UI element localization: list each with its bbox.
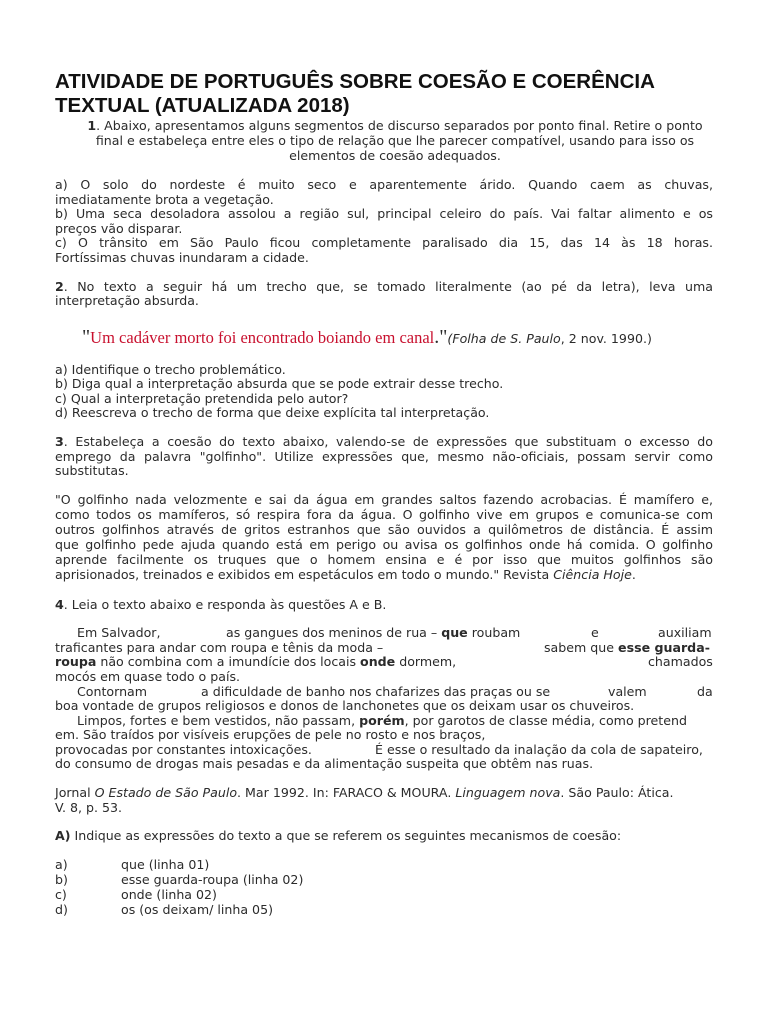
quote-close-mark: ." — [434, 326, 448, 348]
q1-number: 1 — [87, 118, 97, 133]
word-porem: porém — [359, 713, 405, 728]
title-line-1: ATIVIDADE DE PORTUGUÊS SOBRE COESÃO E COERÊNCIA — [55, 70, 655, 93]
word-que: que — [441, 625, 468, 640]
q4-line-6: boa vontade de grupos religiosos e donos de lanchonetes que os deixam usar os chuveiros. — [55, 698, 635, 713]
q4-line-9-a: provocadas por constantes intoxicações. — [55, 742, 312, 757]
title-line-2: TEXTUAL (ATUALIZADA 2018) — [55, 94, 350, 117]
ref-newspaper: O Estado de São Paulo — [94, 785, 238, 800]
q3-text-line-5: aprende facilmente os truques que o homem ensina e é por isso que muitos golfinhos são — [55, 552, 713, 567]
q3-text-line-1: "O golfinho nada velozmente e sai da água em grandes saltos fazendo acrobacias. É mamífero e, — [55, 492, 713, 507]
q1-item-b-line-2: preços vão disparar. — [55, 221, 183, 236]
q4-line-1-a: Em Salvador, — [77, 625, 161, 640]
quote-source-prefix: (Folha de — [447, 331, 511, 346]
q2-item-d: d) Reescreva o trecho de forma que deixe explícita tal interpretação. — [55, 405, 490, 420]
quote-source-italic: S. Paulo — [510, 331, 561, 346]
q4-line-5-d: da — [697, 684, 713, 699]
q2-intro-line-1: 2. No texto a seguir há um trecho que, se tomado literalmente (ao pé da letra), leva uma — [55, 279, 713, 294]
q4-line-9-b: É esse o resultado da inalação da cola de sapateiro, — [375, 742, 703, 757]
q1-intro-line-2: final e estabeleça entre eles o tipo de relação que lhe parecer compatível, usando para isso os — [95, 133, 695, 148]
q4-line-3-c: chamados — [648, 654, 713, 669]
q4-line-3-a: roupa não combina com a imundície dos locais onde dormem, — [55, 654, 457, 669]
q3-intro-line-1: 3. Estabeleça a coesão do texto abaixo, valendo-se de expressões que substituam o excesso do — [55, 434, 713, 449]
q4-line-1-f: auxiliam — [658, 625, 712, 640]
q4-question-a: A) Indique as expressões do texto a que se referem os seguintes mecanismos de coesão: — [55, 828, 622, 843]
q4-line-10: do consumo de drogas mais pesadas e da alimentação suspeita que obtêm nas ruas. — [55, 756, 594, 771]
quote-source-suffix: , 2 nov. 1990.) — [560, 331, 652, 346]
q4-question-a-label: A) — [55, 828, 71, 843]
q2-number: 2 — [55, 279, 64, 294]
q4-reference-line-1: Jornal O Estado de São Paulo. Mar 1992. In: FARACO & MOURA. Linguagem nova. São Paulo: Ática. — [55, 785, 674, 800]
q4-item-c: c) onde (linha 02) — [55, 887, 217, 902]
source-magazine: Ciência Hoje — [553, 567, 632, 582]
q4-line-4: mocós em quase todo o país. — [55, 669, 241, 684]
q3-intro-line-3: substitutas. — [55, 463, 129, 478]
q4-intro: 4. Leia o texto abaixo e responda às questões A e B. — [55, 597, 387, 612]
q4-line-7: Limpos, fortes e bem vestidos, não passam, porém, por garotos de classe média, como pretend — [77, 713, 687, 728]
q1-item-a-line-2: imediatamente brota a vegetação. — [55, 192, 274, 207]
q4-line-2-a: traficantes para andar com roupa e tênis da moda – — [55, 640, 384, 655]
q1-item-c-line-1: c) O trânsito em São Paulo ficou completamente paralisado dia 15, das 14 às 18 horas. — [55, 235, 713, 250]
q4-item-b: b) esse guarda-roupa (linha 02) — [55, 872, 304, 887]
q4-line-1-b: as gangues dos meninos de rua – que roubam — [226, 625, 521, 640]
quote-text: Um cadáver morto foi encontrado boiando em canal — [90, 328, 435, 347]
q4-item-a: a) que (linha 01) — [55, 857, 210, 872]
q3-intro-line-2: emprego da palavra "golfinho". Utilize expressões que, mesmo não-oficiais, possam servir como — [55, 449, 713, 464]
quote-open-mark: " — [82, 326, 91, 348]
q2-item-a: a) Identifique o trecho problemático. — [55, 362, 286, 377]
q2-intro-line-2: interpretação absurda. — [55, 293, 199, 308]
q4-number: 4 — [55, 597, 64, 612]
q4-line-5-b: a dificuldade de banho nos chafarizes das praças ou se — [201, 684, 551, 699]
q3-text-line-4: que golfinho pede ajuda quando está em perigo ou avisa os golfinhos onde há comida. O golfinho — [55, 537, 713, 552]
ref-book: Linguagem nova — [455, 785, 561, 800]
phrase-esse-guarda: esse guarda- — [618, 640, 710, 655]
q1-item-b-line-1: b) Uma seca desoladora assolou a região sul, principal celeiro do país. Vai faltar alimento e os — [55, 206, 713, 221]
q1-intro-line-3: elementos de coesão adequados. — [289, 148, 501, 163]
page-title — [55, 70, 735, 118]
q2-item-c: c) Qual a interpretação pretendida pelo autor? — [55, 391, 349, 406]
q4-line-1-e: e — [591, 625, 599, 640]
q2-item-b: b) Diga qual a interpretação absurda que se pode extrair desse trecho. — [55, 376, 504, 391]
q1-item-a-line-1: a) O solo do nordeste é muito seco e aparentemente árido. Quando caem as chuvas, — [55, 177, 713, 192]
q3-text-line-6: aprisionados, treinados e exibidos em espetáculos em todo o mundo." Revista Ciência Hoje. — [55, 567, 636, 582]
q1-item-c-line-2: Fortíssimas chuvas inundaram a cidade. — [55, 250, 309, 265]
q4-line-5-a: Contornam — [77, 684, 148, 699]
q1-intro-line-1: 1. Abaixo, apresentamos alguns segmentos de discurso separados por ponto final. Retire o ponto — [87, 118, 703, 133]
q3-text-line-3: outros golfinhos através de gritos estranhos que são ouvidos a quilômetros de distância. É assim — [55, 522, 713, 537]
q4-item-d: d) os (os deixam/ linha 05) — [55, 902, 273, 917]
q4-line-8: em. São traídos por visíveis erupções de pele no rosto e nos braços, — [55, 727, 486, 742]
q4-line-2-b: sabem que esse guarda- — [544, 640, 710, 655]
word-roupa: roupa — [55, 654, 97, 669]
q3-text-line-2: como todos os mamíferos, só respira fora da água. O golfinho vive em grupos e comunica-se com — [55, 507, 713, 522]
q4-line-5-c: valem — [608, 684, 647, 699]
q2-quote — [82, 327, 652, 349]
word-onde: onde — [360, 654, 396, 669]
q3-number: 3 — [55, 434, 64, 449]
q4-reference-line-2: V. 8, p. 53. — [55, 800, 123, 815]
